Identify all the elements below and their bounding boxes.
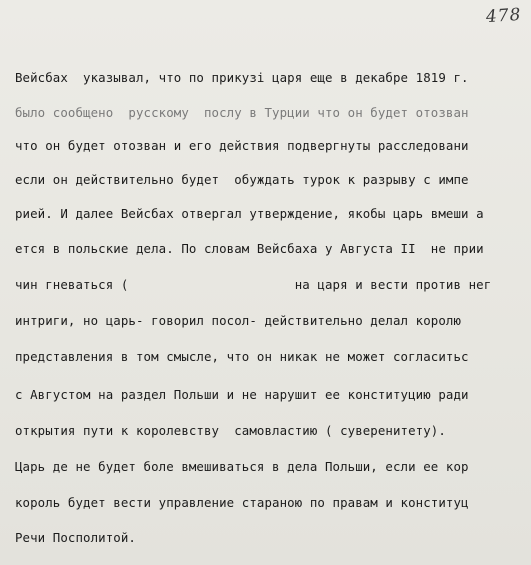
text-line-1: Вейсбах указывал, что по прикузі царя еще в декабре 1819 г. — [15, 70, 469, 85]
text-line-6: ется в польские дела. По словам Вейсбаха у Августа II не прии — [15, 241, 484, 256]
text-line-9: представления в том смысле, что он никак не может согласитьс — [15, 349, 469, 364]
text-line-2: было сообщено русскому послу в Турции что он будет отозван — [15, 105, 469, 120]
text-line-12: Царь де не будет боле вмешиваться в дела Польши, если ее кор — [15, 459, 469, 474]
text-line-11: открытия пути к королевству самовластию ( суверенитету). — [15, 423, 446, 438]
page-number: 478 — [485, 4, 523, 28]
text-line-14: Речи Посполитой. — [15, 530, 136, 545]
text-line-13: король будет вести управление стараною по правам и конституц — [15, 495, 469, 510]
text-line-3: что он будет отозван и его действия подвергнуты расследовани — [15, 138, 469, 153]
text-line-5: рией. И далее Вейсбах отвергал утверждение, якобы царь вмеши а — [15, 206, 484, 221]
text-line-10: с Августом на раздел Польши и не нарушит ее конституцию ради — [15, 387, 469, 402]
text-line-4: если он действительно будет обуждать турок к разрыву с импе — [15, 172, 469, 187]
text-line-8: интриги, но царь- говорил посол- действительно делал королю — [15, 313, 462, 328]
text-line-7: чин гневаться ( на царя и вести против нег — [15, 277, 492, 292]
